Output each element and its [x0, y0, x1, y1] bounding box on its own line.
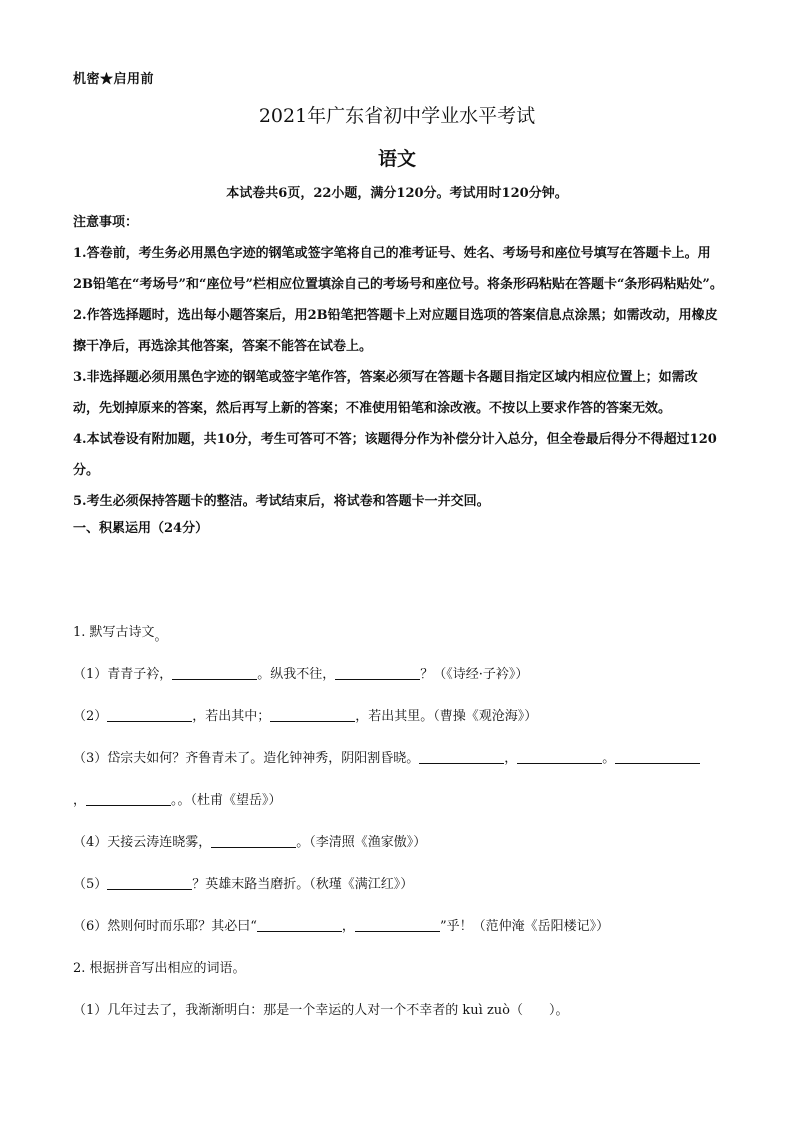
question-1-stem: 1. 默写古诗文。 [73, 625, 168, 644]
answer-blank[interactable] [211, 833, 296, 848]
answer-blank[interactable] [615, 749, 700, 764]
note-item: 1.答卷前，考生务必用黑色字迹的钢笔或签字笔将自己的准考证号、姓名、考场号和座位号填写在答题卡上。用2B铅笔在“考场号”和“座位号”栏相应位置填涂自己的考场号和座位号。将条形码粘贴在答题卡“条形码粘贴处”。 [73, 246, 723, 292]
question-1-line-3-cont: ， 。。（杜甫《望岳》） [73, 793, 282, 808]
note-item: 2.作答选择题时，选出每小题答案后，用2B铅笔把答题卡上对应题目选项的答案信息点涂黑；如需改动，用橡皮擦干净后，再选涂其他答案，答案不能答在试卷上。 [73, 308, 718, 354]
answer-blank[interactable] [270, 707, 355, 722]
answer-blank[interactable] [257, 917, 342, 932]
note-item: 4.本试卷设有附加题，共10分，考生可答可不答；该题得分作为补偿分计入总分，但全卷最后得分不得超过120分。 [73, 432, 717, 478]
confidential-label: 机密★启用前 [73, 72, 155, 87]
answer-blank[interactable] [517, 749, 602, 764]
question-2-stem: 2. 根据拼音写出相应的词语。 [73, 961, 246, 976]
answer-blank[interactable] [107, 875, 192, 890]
answer-blank[interactable] [335, 665, 420, 680]
question-1-line-5: （5） ？英雄末路当磨折。（秋瑾《满江红》） [73, 877, 414, 892]
answer-blank[interactable] [355, 917, 440, 932]
question-1-line-1: （1）青青子衿， 。纵我不往， ？（《诗经·子衿》） [73, 667, 529, 682]
notes-section [73, 207, 723, 541]
exam-title: 2021年广东省初中学业水平考试 [258, 105, 536, 127]
question-1-line-3: （3）岱宗夫如何？齐鲁青未了。造化钟神秀，阴阳割昏晓。 ， 。 [73, 738, 723, 780]
section-heading: 一、积累运用（24分） [73, 521, 209, 536]
answer-blank[interactable] [419, 749, 504, 764]
question-1-line-4: （4）天接云涛连晓雾， 。（李清照《渔家傲》） [73, 835, 427, 850]
question-1-line-6: （6）然则何时而乐耶？其必曰“ ， ”乎！（范仲淹《岳阳楼记》） [73, 919, 610, 934]
note-item: 5.考生必须保持答题卡的整洁。考试结束后，将试卷和答题卡一并交回。 [73, 494, 490, 509]
question-2-line-1: （1）几年过去了，我渐渐明白：那是一个幸运的人对一个不幸者的 kuì zuò（ ）。 [73, 1003, 569, 1018]
question-1-line-2: （2） ，若出其中； ，若出其里。（曹操《观沧海》） [73, 709, 538, 724]
answer-blank[interactable] [86, 791, 171, 806]
note-item: 3.非选择题必须用黑色字迹的钢笔或签字笔作答，答案必须写在答题卡各题目指定区域内相应位置上；如需改动，先划掉原来的答案，然后再写上新的答案；不准使用铅笔和涂改液。不按以上要求作答的答案无效。 [73, 370, 698, 416]
answer-blank[interactable] [172, 665, 257, 680]
exam-info: 本试卷共6页，22小题，满分120分。考试用时120分钟。 [226, 186, 568, 201]
question-area [73, 612, 723, 1032]
notes-heading: 注意事项： [73, 215, 139, 230]
subject-title: 语文 [377, 148, 416, 170]
answer-blank[interactable] [107, 707, 192, 722]
